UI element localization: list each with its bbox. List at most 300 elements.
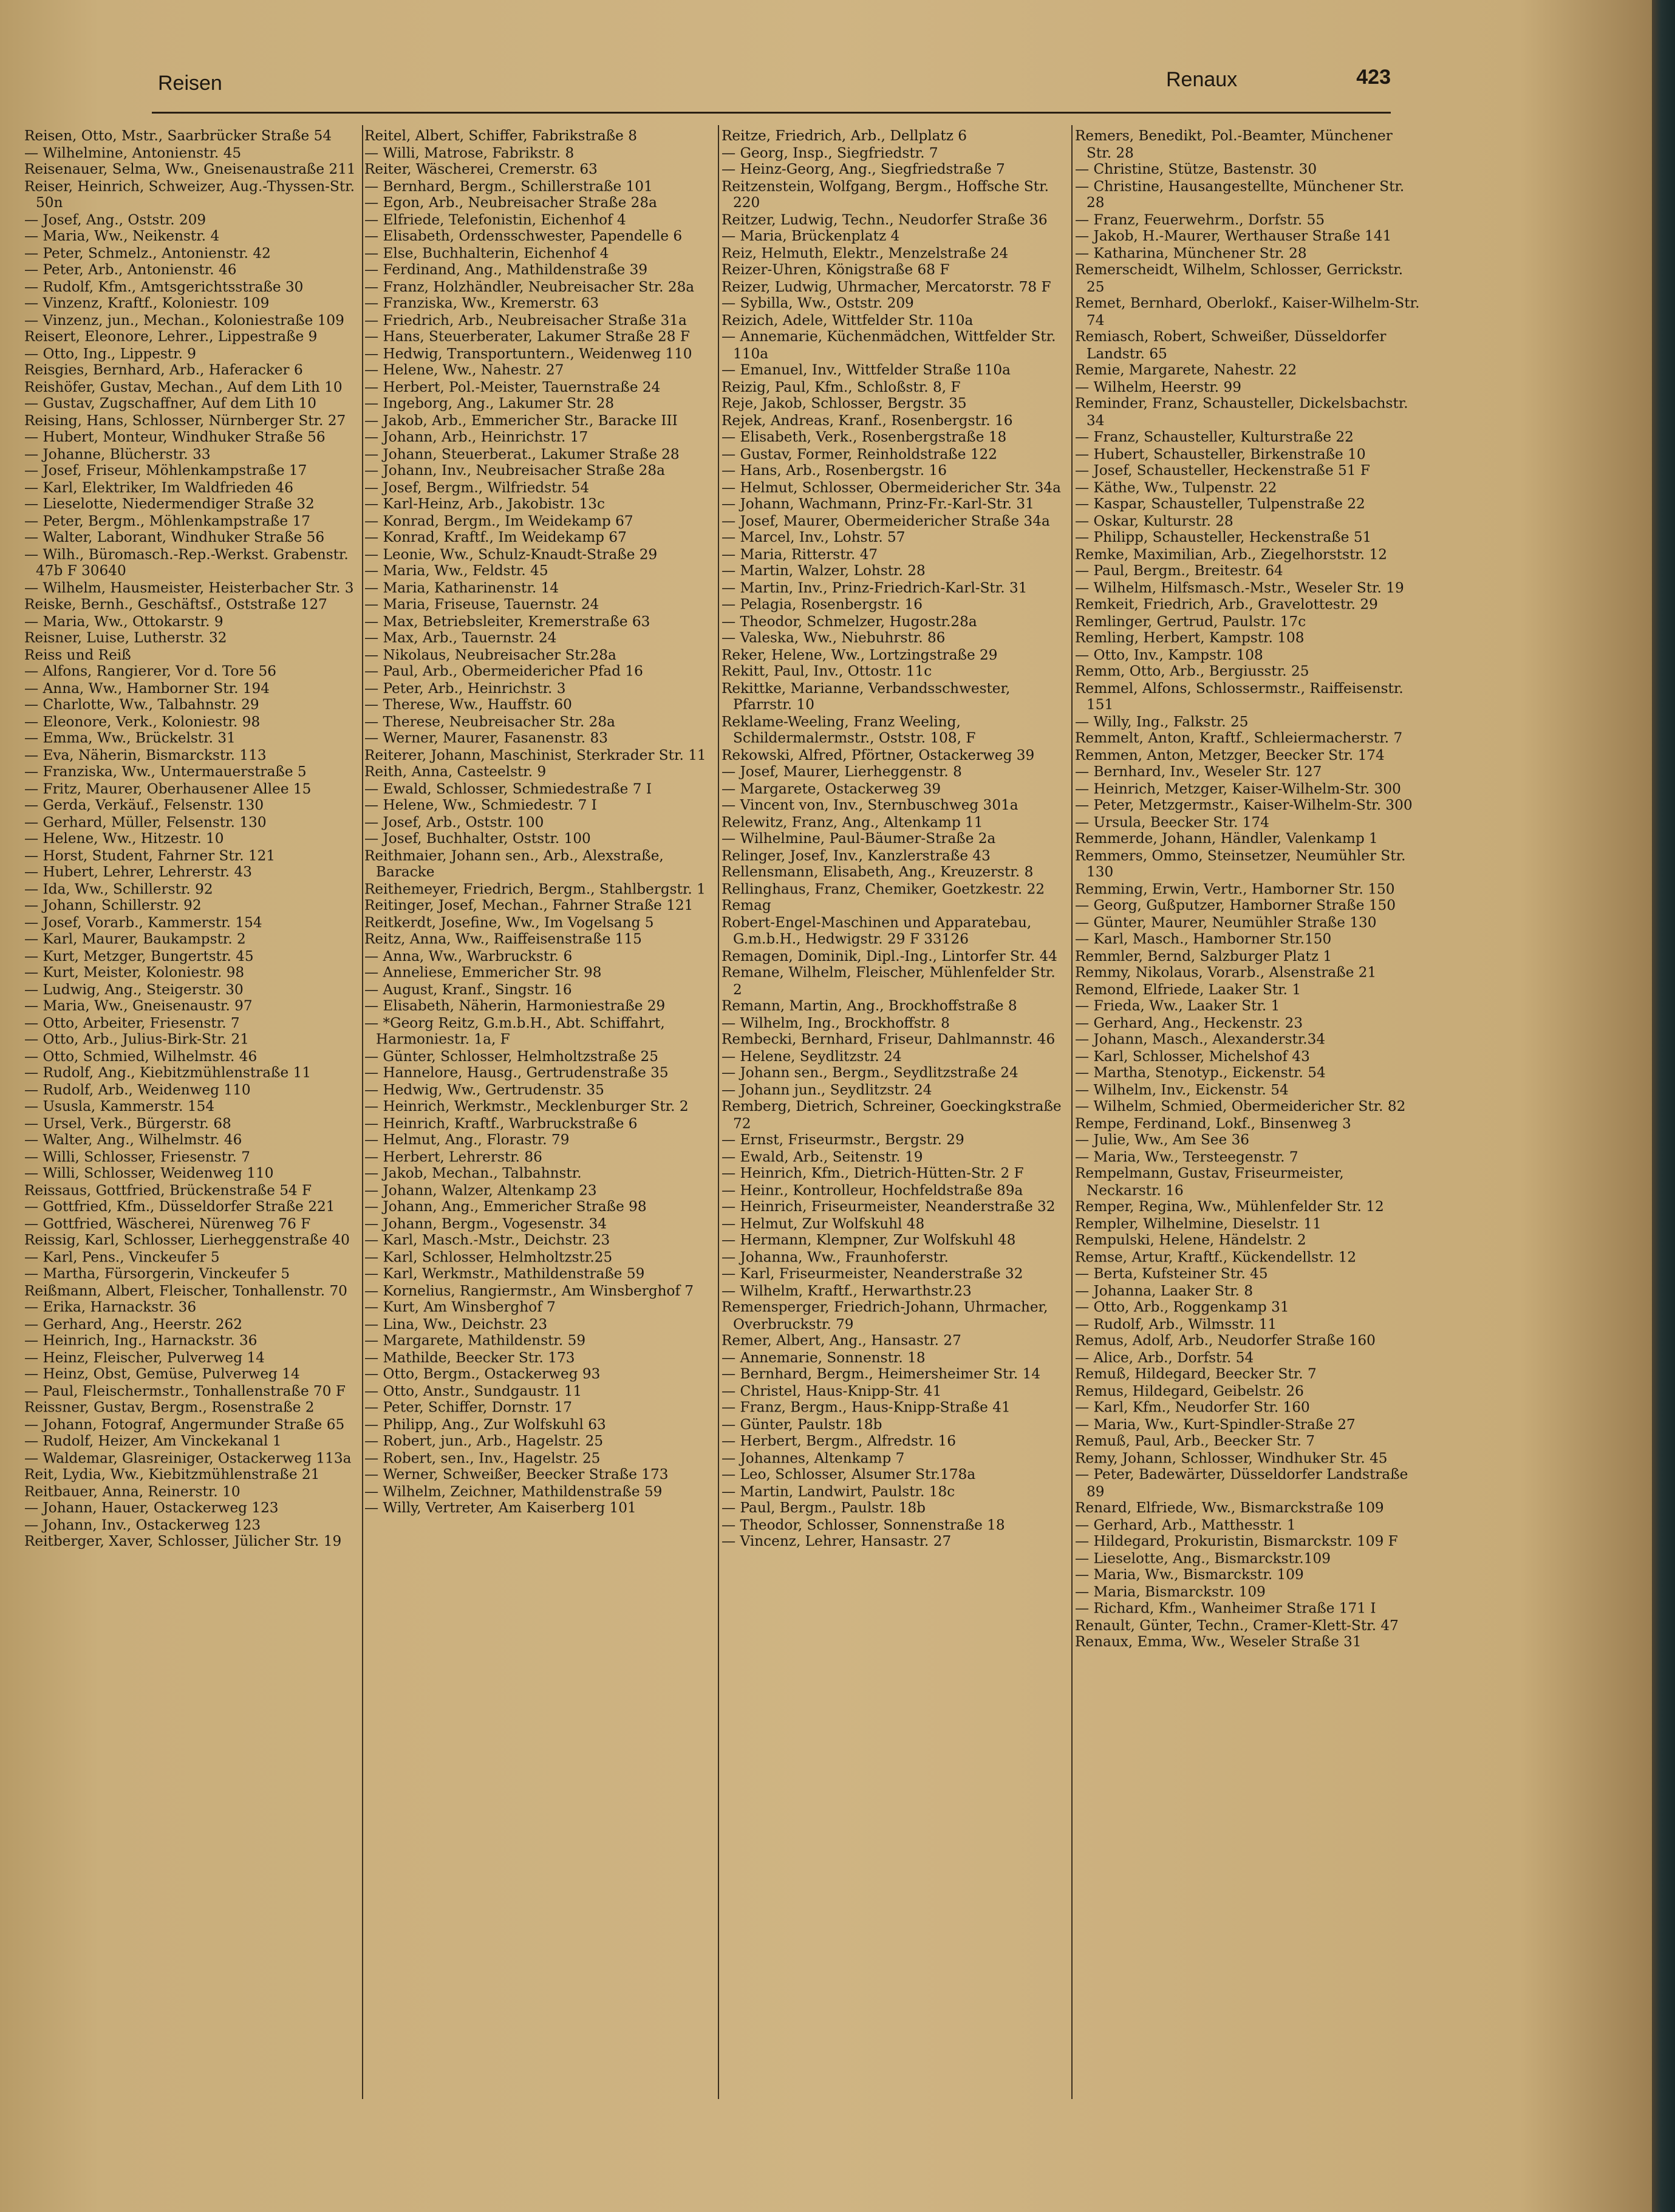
directory-entry: — Wilhelm, Zeichner, Mathildenstraße 59 — [364, 1483, 663, 1500]
directory-entry: — Gerhard, Ang., Heckenstr. 23 — [1075, 1014, 1303, 1031]
directory-entry: — Willi, Schlosser, Friesenstr. 7 — [24, 1148, 250, 1165]
directory-entry: — Wilh., Büromasch.-Rep.-Werkst. Grabenstr. 47b F 30640 — [24, 545, 349, 579]
directory-entry: — Hubert, Monteur, Windhuker Straße 56 — [24, 428, 326, 445]
directory-entry: — Else, Buchhalterin, Eichenhof 4 — [364, 244, 609, 261]
directory-entry: — Johann, Wachmann, Prinz-Fr.-Karl-Str. 31 — [722, 496, 1034, 512]
directory-entry: — Wilhelmine, Paul-Bäumer-Straße 2a — [722, 830, 996, 847]
directory-entry: — Anna, Ww., Warbruckstr. 6 — [364, 947, 573, 964]
column-divider — [718, 125, 719, 2099]
directory-entry: — Hannelore, Hausg., Gertrudenstraße 35 — [364, 1064, 669, 1081]
directory-entry: — Lieselotte, Niedermendiger Straße 32 — [24, 496, 315, 512]
directory-entry: — Günter, Maurer, Neumühler Straße 130 — [1075, 913, 1377, 930]
directory-entry: — Elisabeth, Verk., Rosenbergstraße 18 — [722, 428, 1007, 445]
directory-entry: — Egon, Arb., Neubreisacher Straße 28a — [364, 194, 657, 211]
directory-entry: — Martin, Landwirt, Paulstr. 18c — [722, 1483, 955, 1500]
directory-entry: — Otto, Schmied, Wilhelmstr. 46 — [24, 1048, 258, 1064]
directory-entry: — Josef, Vorarb., Kammerstr. 154 — [24, 913, 262, 930]
directory-entry: — Wilhelm, Hausmeister, Heisterbacher Str. 3 — [24, 579, 354, 596]
directory-entry: Reje, Jakob, Schlosser, Bergstr. 35 — [722, 395, 967, 412]
directory-entry: — Josef, Maurer, Obermeidericher Straße 34a — [722, 512, 1050, 529]
directory-entry: — Elisabeth, Ordensschwester, Papendelle 6 — [364, 228, 683, 244]
directory-entry: Remmel, Alfons, Schlossermstr., Raiffeisenstr. 151 — [1075, 680, 1404, 713]
directory-entry: — Helene, Ww., Nahestr. 27 — [364, 361, 564, 378]
directory-entry: — Gerhard, Ang., Heerstr. 262 — [24, 1316, 242, 1332]
directory-entry: — Paul, Bergm., Breitestr. 64 — [1075, 562, 1283, 579]
directory-entry: Reitbauer, Anna, Reinerstr. 10 — [24, 1483, 241, 1500]
directory-entry: Remensperger, Friedrich-Johann, Uhrmacher, Overbruckstr. 79 — [722, 1299, 1048, 1332]
directory-entry: — Hans, Steuerberater, Lakumer Straße 28 F — [364, 328, 690, 345]
directory-entry: Remse, Artur, Kraftf., Kückendellstr. 12 — [1075, 1248, 1357, 1265]
directory-entry: — Marcel, Inv., Lohstr. 57 — [722, 529, 906, 545]
directory-entry: — Lieselotte, Ang., Bismarckstr.109 — [1075, 1549, 1331, 1566]
directory-entry: — Willi, Matrose, Fabrikstr. 8 — [364, 144, 575, 161]
directory-entry: — Philipp, Ang., Zur Wolfskuhl 63 — [364, 1416, 606, 1432]
directory-entry: — *Georg Reitz, G.m.b.H., Abt. Schiffahrt, Harmoniestr. 1a, F — [364, 1014, 665, 1048]
directory-entry: — Otto, Arbeiter, Friesenstr. 7 — [24, 1014, 240, 1031]
directory-entry: Relinger, Josef, Inv., Kanzlerstraße 43 — [722, 847, 991, 864]
directory-entry: — Ursel, Verk., Bürgerstr. 68 — [24, 1115, 231, 1132]
directory-entry: — Hedwig, Transportuntern., Weidenweg 110 — [364, 345, 692, 361]
directory-entry: — Frieda, Ww., Laaker Str. 1 — [1075, 997, 1280, 1014]
directory-entry: Renaux, Emma, Ww., Weseler Straße 31 — [1075, 1633, 1362, 1650]
directory-entry: — Heinrich, Ing., Harnackstr. 36 — [24, 1332, 258, 1349]
directory-entry: — Theodor, Schmelzer, Hugostr.28a — [722, 612, 977, 629]
directory-entry: — Mathilde, Beecker Str. 173 — [364, 1349, 575, 1365]
directory-entry: Reiz, Helmuth, Elektr., Menzelstraße 24 — [722, 244, 1009, 261]
directory-entry: — Walter, Ang., Wilhelmstr. 46 — [24, 1132, 242, 1148]
directory-entry: — Karl, Schlosser, Michelshof 43 — [1075, 1048, 1310, 1064]
directory-entry: Reizich, Adele, Wittfelder Str. 110a — [722, 312, 974, 328]
directory-entry: — Johann, Masch., Alexanderstr.34 — [1075, 1031, 1326, 1048]
directory-entry: — Heinrich, Werkmstr., Mecklenburger Str. 2 — [364, 1097, 689, 1115]
directory-entry: Rempler, Wilhelmine, Dieselstr. 11 — [1075, 1215, 1322, 1232]
directory-entry: — Helene, Seydlitzstr. 24 — [722, 1048, 902, 1064]
directory-entry: — Werner, Schweißer, Beecker Straße 173 — [364, 1466, 669, 1483]
directory-entry: — Karl, Friseurmeister, Neanderstraße 32 — [722, 1265, 1023, 1282]
directory-entry: — Ida, Ww., Schillerstr. 92 — [24, 880, 213, 897]
directory-entry: Remberg, Dietrich, Schreiner, Goeckingkstraße 72 — [722, 1097, 1062, 1132]
directory-entry: Reisgies, Bernhard, Arb., Haferacker 6 — [24, 361, 303, 378]
directory-entry: — Willy, Vertreter, Am Kaiserberg 101 — [364, 1500, 636, 1516]
directory-entry: Remm, Otto, Arb., Bergiusstr. 25 — [1075, 663, 1309, 680]
directory-entry: — Hans, Arb., Rosenbergstr. 16 — [722, 462, 947, 479]
directory-entry: Reiser, Heinrich, Schweizer, Aug.-Thyssen-Str. 50n — [24, 177, 355, 211]
directory-entry: — Walter, Laborant, Windhuker Straße 56 — [24, 529, 325, 545]
directory-entry: — Julie, Ww., Am See 36 — [1075, 1132, 1250, 1148]
directory-entry: — Johann, Inv., Ostackerweg 123 — [24, 1516, 261, 1533]
directory-entry: Reissner, Gustav, Bergm., Rosenstraße 2 — [24, 1399, 315, 1416]
directory-entry: — Christine, Stütze, Bastenstr. 30 — [1075, 161, 1317, 177]
directory-entry: — Franziska, Ww., Untermauerstraße 5 — [24, 763, 307, 780]
directory-entry: Remming, Erwin, Vertr., Hamborner Str. 150 — [1075, 880, 1395, 897]
directory-entry: — Martha, Fürsorgerin, Vinckeufer 5 — [24, 1265, 290, 1282]
directory-entry: — Vincenz, Lehrer, Hansastr. 27 — [722, 1533, 952, 1549]
page-number: 423 — [1356, 66, 1391, 89]
directory-entry: — Ludwig, Ang., Steigerstr. 30 — [24, 981, 244, 997]
directory-entry: Remus, Hildegard, Geibelstr. 26 — [1075, 1382, 1304, 1399]
directory-entry: — Johann, Inv., Neubreisacher Straße 28a — [364, 462, 665, 479]
directory-entry: — Johann sen., Bergm., Seydlitzstraße 24 — [722, 1064, 1018, 1081]
directory-entry: — Karl, Werkmstr., Mathildenstraße 59 — [364, 1265, 645, 1282]
directory-entry: Remus, Adolf, Arb., Neudorfer Straße 160 — [1075, 1332, 1376, 1349]
header-last-entry: Renaux — [1166, 68, 1238, 91]
directory-entry: — Charlotte, Ww., Talbahnstr. 29 — [24, 696, 259, 713]
directory-entry: — Willi, Schlosser, Weidenweg 110 — [24, 1165, 274, 1181]
directory-entry: — Maria, Ww., Gneisenaustr. 97 — [24, 997, 253, 1014]
directory-entry: — Elisabeth, Näherin, Harmoniestraße 29 — [364, 997, 666, 1014]
directory-entry: — August, Kranf., Singstr. 16 — [364, 981, 572, 997]
directory-entry: — Martha, Stenotyp., Eickenstr. 54 — [1075, 1064, 1326, 1081]
directory-entry: — Josef, Arb., Oststr. 100 — [364, 813, 544, 830]
directory-entry: Robert-Engel-Maschinen und Apparatebau, G.m.b.H., Hedwigstr. 29 F 33126 — [722, 913, 1032, 947]
directory-entry: — Peter, Arb., Antonienstr. 46 — [24, 261, 237, 278]
directory-entry: — Philipp, Schausteller, Heckenstraße 51 — [1075, 529, 1372, 545]
directory-entry: — Leo, Schlosser, Alsumer Str.178a — [722, 1466, 976, 1483]
directory-entry: — Georg, Insp., Siegfriedstr. 7 — [722, 144, 938, 161]
directory-entry: — Helmut, Schlosser, Obermeidericher Str. 34a — [722, 479, 1061, 496]
directory-entry: — Vinzenz, jun., Mechan., Koloniestraße 109 — [24, 312, 344, 328]
directory-entry: Remond, Elfriede, Laaker Str. 1 — [1075, 981, 1301, 997]
directory-entry: Reminder, Franz, Schausteller, Dickelsbachstr. 34 — [1075, 395, 1408, 428]
directory-entry: Rekitt, Paul, Inv., Ottostr. 11c — [722, 663, 932, 680]
directory-entry: — Peter, Metzgermstr., Kaiser-Wilhelm-Str. 300 — [1075, 797, 1413, 813]
directory-entry: — Helmut, Ang., Florastr. 79 — [364, 1132, 570, 1148]
directory-entry: — Rudolf, Ang., Kiebitzmühlenstraße 11 — [24, 1064, 312, 1081]
directory-entry: Reitkerdt, Josefine, Ww., Im Vogelsang 5 — [364, 913, 654, 930]
directory-entry: — Johann, Fotograf, Angermunder Straße 65 — [24, 1416, 345, 1432]
directory-entry: — Bernhard, Bergm., Heimersheimer Str. 14 — [722, 1365, 1041, 1382]
directory-entry: — Eva, Näherin, Bismarckstr. 113 — [24, 746, 267, 763]
directory-entry: — Emanuel, Inv., Wittfelder Straße 110a — [722, 361, 1011, 378]
column-1 — [24, 128, 370, 1550]
directory-entry: — Johann, Hauer, Ostackerweg 123 — [24, 1500, 279, 1516]
directory-entry: — Günter, Schlosser, Helmholtzstraße 25 — [364, 1048, 658, 1064]
directory-entry: Reizer-Uhren, Königstraße 68 F — [722, 261, 950, 278]
directory-entry: — Lina, Ww., Deichstr. 23 — [364, 1316, 548, 1332]
directory-entry: Reiss und Reiß — [24, 646, 131, 663]
directory-entry: — Wilhelm, Inv., Eickenstr. 54 — [1075, 1081, 1289, 1097]
directory-entry: — Heinrich, Metzger, Kaiser-Wilhelm-Str. 300 — [1075, 780, 1401, 797]
directory-entry: — Karl, Pens., Vinckeufer 5 — [24, 1248, 220, 1265]
directory-entry: Remers, Benedikt, Pol.-Beamter, Münchener Str. 28 — [1075, 128, 1393, 161]
directory-entry: — Josef, Buchhalter, Oststr. 100 — [364, 830, 591, 847]
directory-entry: — Annemarie, Sonnenstr. 18 — [722, 1349, 926, 1365]
directory-entry: Reising, Hans, Schlosser, Nürnberger Str. 27 — [24, 412, 346, 428]
column-4 — [1075, 128, 1421, 1650]
directory-entry: — Margarete, Ostackerweg 39 — [722, 780, 941, 797]
directory-entry: — Ingeborg, Ang., Lakumer Str. 28 — [364, 395, 615, 412]
directory-entry: — Ernst, Friseurmstr., Bergstr. 29 — [722, 1132, 964, 1148]
directory-entry: — Heinz, Obst, Gemüse, Pulverweg 14 — [24, 1365, 300, 1382]
directory-entry: — Christel, Haus-Knipp-Str. 41 — [722, 1382, 942, 1399]
directory-entry: — Peter, Schmelz., Antonienstr. 42 — [24, 244, 271, 261]
directory-entry: Remkeit, Friedrich, Arb., Gravelottestr. 29 — [1075, 596, 1378, 612]
directory-entry: — Helene, Ww., Hitzestr. 10 — [24, 830, 224, 847]
directory-entry: — Franz, Schausteller, Kulturstraße 22 — [1075, 428, 1354, 445]
directory-entry: — Wilhelm, Hilfsmasch.-Mstr., Weseler Str. 19 — [1075, 579, 1404, 596]
directory-entry: — Gustav, Zugschaffner, Auf dem Lith 10 — [24, 395, 316, 412]
directory-entry: — Wilhelm, Kraftf., Herwarthstr.23 — [722, 1282, 972, 1299]
directory-entry: — Jakob, Arb., Emmericher Str., Baracke III — [364, 412, 678, 428]
directory-entry: — Heinrich, Kfm., Dietrich-Hütten-Str. 2 F — [722, 1165, 1024, 1181]
directory-entry: — Johanne, Blücherstr. 33 — [24, 445, 211, 462]
directory-entry: Rempe, Ferdinand, Lokf., Binsenweg 3 — [1075, 1115, 1351, 1132]
directory-entry: — Kaspar, Schausteller, Tulpenstraße 22 — [1075, 496, 1365, 512]
directory-entry: — Kurt, Metzger, Bungertstr. 45 — [24, 947, 254, 964]
directory-entry: — Wilhelm, Ing., Brockhoffstr. 8 — [722, 1014, 950, 1031]
directory-entry: — Josef, Ang., Oststr. 209 — [24, 211, 206, 228]
directory-entry: — Kurt, Meister, Koloniestr. 98 — [24, 964, 245, 981]
header-rule — [152, 112, 1391, 114]
directory-entry: Reizer, Ludwig, Uhrmacher, Mercatorstr. 78 F — [722, 278, 1051, 295]
directory-entry: — Maria, Friseuse, Tauernstr. 24 — [364, 596, 599, 612]
directory-entry: — Max, Arb., Tauernstr. 24 — [364, 629, 557, 646]
directory-entry: — Franz, Bergm., Haus-Knipp-Straße 41 — [722, 1399, 1011, 1416]
directory-entry: — Berta, Kufsteiner Str. 45 — [1075, 1265, 1268, 1282]
directory-entry: Remmler, Bernd, Salzburger Platz 1 — [1075, 947, 1332, 964]
column-2 — [364, 128, 711, 1517]
directory-entry: — Otto, Bergm., Ostackerweg 93 — [364, 1365, 601, 1382]
directory-entry: — Willy, Ing., Falkstr. 25 — [1075, 713, 1249, 729]
directory-entry: — Werner, Maurer, Fasanenstr. 83 — [364, 729, 608, 746]
directory-entry: — Johann, Schillerstr. 92 — [24, 897, 202, 913]
directory-entry: Remerscheidt, Wilhelm, Schlosser, Gerrickstr. 25 — [1075, 261, 1404, 295]
directory-entry: Reit, Lydia, Ww., Kiebitzmühlenstraße 21 — [24, 1466, 320, 1483]
directory-entry: — Oskar, Kulturstr. 28 — [1075, 512, 1233, 529]
directory-entry: — Herbert, Pol.-Meister, Tauernstraße 24 — [364, 378, 661, 395]
directory-entry: Remmers, Ommo, Steinsetzer, Neumühler Str. 130 — [1075, 847, 1406, 880]
directory-entry: Reisert, Eleonore, Lehrer., Lippestraße 9 — [24, 328, 318, 345]
directory-entry: — Ferdinand, Ang., Mathildenstraße 39 — [364, 261, 648, 278]
directory-entry: — Karl-Heinz, Arb., Jakobistr. 13c — [364, 496, 605, 512]
directory-entry: — Gottfried, Kfm., Düsseldorfer Straße 221 — [24, 1198, 335, 1215]
directory-entry: Remmen, Anton, Metzger, Beecker Str. 174 — [1075, 746, 1385, 763]
directory-entry: — Maria, Ww., Neikenstr. 4 — [24, 228, 220, 244]
directory-entry: — Johann, Walzer, Altenkamp 23 — [364, 1181, 597, 1198]
directory-entry: — Rudolf, Heizer, Am Vinckekanal 1 — [24, 1432, 282, 1449]
directory-entry: — Rudolf, Arb., Wilmsstr. 11 — [1075, 1316, 1277, 1332]
directory-entry: Remling, Herbert, Kampstr. 108 — [1075, 629, 1305, 646]
directory-entry: Rejek, Andreas, Kranf., Rosenbergstr. 16 — [722, 412, 1013, 428]
directory-entry: Reitzer, Ludwig, Techn., Neudorfer Straße 36 — [722, 211, 1048, 228]
directory-entry: Remet, Bernhard, Oberlokf., Kaiser-Wilhelm-Str. 74 — [1075, 295, 1420, 328]
directory-entry: — Bernhard, Bergm., Schillerstraße 101 — [364, 177, 653, 194]
directory-entry: — Heinz-Georg, Ang., Siegfriedstraße 7 — [722, 161, 1005, 177]
directory-entry: — Josef, Schausteller, Heckenstraße 51 F — [1075, 462, 1370, 479]
directory-entry: Reißmann, Albert, Fleischer, Tonhallenstr. 70 — [24, 1282, 347, 1299]
directory-entry: — Konrad, Bergm., Im Weidekamp 67 — [364, 512, 633, 529]
directory-entry: — Alfons, Rangierer, Vor d. Tore 56 — [24, 663, 277, 680]
directory-entry: — Vincent von, Inv., Sternbuschweg 301a — [722, 797, 1018, 813]
directory-entry: — Käthe, Ww., Tulpenstr. 22 — [1075, 479, 1277, 496]
directory-entry: Rellinghaus, Franz, Chemiker, Goetzkestr. 22 — [722, 880, 1045, 897]
directory-entry: — Martin, Inv., Prinz-Friedrich-Karl-Str. 31 — [722, 579, 1028, 596]
directory-entry: — Richard, Kfm., Wanheimer Straße 171 I — [1075, 1600, 1376, 1616]
directory-entry: — Ewald, Schlosser, Schmiedestraße 7 I — [364, 780, 652, 797]
directory-entry: — Johann, Arb., Heinrichstr. 17 — [364, 428, 588, 445]
directory-entry: — Annemarie, Küchenmädchen, Wittfelder Str. 110a — [722, 328, 1056, 361]
directory-entry: — Leonie, Ww., Schulz-Knaudt-Straße 29 — [364, 545, 658, 562]
directory-entry: Remke, Maximilian, Arb., Ziegelhorststr. 12 — [1075, 545, 1388, 562]
directory-entry: — Karl, Masch.-Mstr., Deichstr. 23 — [364, 1232, 610, 1248]
directory-entry: Reiter, Wäscherei, Cremerstr. 63 — [364, 161, 598, 177]
directory-entry: — Paul, Arb., Obermeidericher Pfad 16 — [364, 663, 643, 680]
directory-entry: — Gottfried, Wäscherei, Nürenweg 76 F — [24, 1215, 311, 1232]
directory-entry: — Paul, Fleischermstr., Tonhallenstraße 70 F — [24, 1382, 346, 1399]
directory-entry: — Hubert, Lehrer, Lehrerstr. 43 — [24, 864, 253, 880]
directory-entry: — Wilhelm, Heerstr. 99 — [1075, 378, 1242, 395]
directory-entry: Renard, Elfriede, Ww., Bismarckstraße 109 — [1075, 1500, 1384, 1516]
directory-entry: — Waldemar, Glasreiniger, Ostackerweg 113a — [24, 1449, 352, 1466]
directory-entry: Relewitz, Franz, Ang., Altenkamp 11 — [722, 813, 983, 830]
directory-entry: Reiterer, Johann, Maschinist, Sterkrader Str. 11 — [364, 746, 706, 763]
directory-entry: — Fritz, Maurer, Oberhausener Allee 15 — [24, 780, 312, 797]
directory-entry: — Herbert, Bergm., Alfredstr. 16 — [722, 1432, 956, 1449]
directory-entry: Rekittke, Marianne, Verbandsschwester, Pfarrstr. 10 — [722, 680, 1011, 713]
directory-entry: — Josef, Friseur, Möhlenkampstraße 17 — [24, 462, 307, 479]
directory-entry: — Maria, Ww., Tersteegenstr. 7 — [1075, 1148, 1298, 1165]
directory-entry: Remlinger, Gertrud, Paulstr. 17c — [1075, 612, 1306, 629]
directory-entry: — Maria, Ww., Bismarckstr. 109 — [1075, 1566, 1304, 1583]
directory-entry: — Horst, Student, Fahrner Str. 121 — [24, 847, 276, 864]
directory-entry: Remmy, Nikolaus, Vorarb., Alsenstraße 21 — [1075, 964, 1377, 981]
directory-entry: Remie, Margarete, Nahestr. 22 — [1075, 361, 1297, 378]
directory-entry: — Katharina, Münchener Str. 28 — [1075, 244, 1307, 261]
directory-entry: Remann, Martin, Ang., Brockhoffstraße 8 — [722, 997, 1017, 1014]
directory-entry: Remmelt, Anton, Kraftf., Schleiermacherstr. 7 — [1075, 729, 1403, 746]
directory-entry: — Hubert, Schausteller, Birkenstraße 10 — [1075, 445, 1366, 462]
directory-entry: — Robert, sen., Inv., Hagelstr. 25 — [364, 1449, 601, 1466]
directory-entry: — Johann, Steuerberat., Lakumer Straße 28 — [364, 445, 680, 462]
directory-entry: Reisen, Otto, Mstr., Saarbrücker Straße 54 — [24, 128, 332, 144]
directory-entry: — Karl, Schlosser, Helmholtzstr.25 — [364, 1248, 613, 1265]
directory-entry: — Hermann, Klempner, Zur Wolfskuhl 48 — [722, 1232, 1016, 1248]
directory-entry: — Nikolaus, Neubreisacher Str.28a — [364, 646, 616, 663]
directory-entry: — Helmut, Zur Wolfskuhl 48 — [722, 1215, 925, 1232]
directory-entry: — Peter, Badewärter, Düsseldorfer Landstraße 89 — [1075, 1466, 1408, 1500]
directory-entry: — Jakob, Mechan., Talbahnstr. — [364, 1165, 582, 1181]
directory-entry: — Kurt, Am Winsberghof 7 — [364, 1299, 556, 1316]
directory-entry: — Peter, Bergm., Möhlenkampstraße 17 — [24, 512, 310, 529]
directory-entry: — Gustav, Former, Reinholdstraße 122 — [722, 445, 998, 462]
directory-entry: — Emma, Ww., Brückelstr. 31 — [24, 729, 236, 746]
directory-entry: Renault, Günter, Techn., Cramer-Klett-Str. 47 — [1075, 1616, 1399, 1633]
directory-entry: Reisenauer, Selma, Ww., Gneisenaustraße 211 — [24, 161, 356, 177]
directory-entry: Rekowski, Alfred, Pförtner, Ostackerweg 39 — [722, 746, 1035, 763]
directory-entry: — Wilhelmine, Antonienstr. 45 — [24, 144, 242, 161]
directory-entry: — Heinr., Kontrolleur, Hochfeldstraße 89a — [722, 1181, 1023, 1198]
directory-entry: Reitzenstein, Wolfgang, Bergm., Hoffsche Str. 220 — [722, 177, 1049, 211]
directory-entry: — Maria, Ww., Feldstr. 45 — [364, 562, 548, 579]
directory-entry: — Martin, Walzer, Lohstr. 28 — [722, 562, 926, 579]
directory-entry: — Otto, Ing., Lippestr. 9 — [24, 345, 197, 361]
directory-entry: — Peter, Schiffer, Dornstr. 17 — [364, 1399, 572, 1416]
directory-entry: Remagen, Dominik, Dipl.-Ing., Lintorfer Str. 44 — [722, 947, 1057, 964]
directory-entry: Reithmaier, Johann sen., Arb., Alexstraße, Baracke — [364, 847, 664, 880]
running-head — [152, 61, 1391, 103]
directory-entry: — Karl, Elektriker, Im Waldfrieden 46 — [24, 479, 293, 496]
directory-entry: Remag — [722, 897, 771, 913]
directory-entry: Rembecki, Bernhard, Friseur, Dahlmannstr. 46 — [722, 1031, 1056, 1048]
directory-entry: — Therese, Ww., Hauffstr. 60 — [364, 696, 572, 713]
directory-entry: — Christine, Hausangestellte, Münchener Str. 28 — [1075, 177, 1405, 211]
directory-entry: — Josef, Bergm., Wilfriedstr. 54 — [364, 479, 590, 496]
directory-entry: — Herbert, Lehrerstr. 86 — [364, 1148, 542, 1165]
directory-entry: Remuß, Hildegard, Beecker Str. 7 — [1075, 1365, 1317, 1382]
directory-entry: — Heinrich, Friseurmeister, Neanderstraße 32 — [722, 1198, 1056, 1215]
directory-entry: — Pelagia, Rosenbergstr. 16 — [722, 596, 923, 612]
directory-entry: — Therese, Neubreisacher Str. 28a — [364, 713, 615, 729]
directory-entry: — Ususla, Kammerstr. 154 — [24, 1097, 215, 1115]
directory-entry: Reishöfer, Gustav, Mechan., Auf dem Lith 10 — [24, 378, 343, 395]
directory-entry: — Maria, Ww., Kurt-Spindler-Straße 27 — [1075, 1416, 1356, 1432]
directory-entry: — Anneliese, Emmericher Str. 98 — [364, 964, 602, 981]
directory-entry: — Gerda, Verkäuf., Felsenstr. 130 — [24, 797, 264, 813]
directory-entry: — Rudolf, Arb., Weidenweg 110 — [24, 1081, 251, 1097]
directory-entry: — Otto, Inv., Kampstr. 108 — [1075, 646, 1263, 663]
directory-entry: — Maria, Katharinenstr. 14 — [364, 579, 559, 596]
directory-entry: Rempelmann, Gustav, Friseurmeister, Neckarstr. 16 — [1075, 1165, 1344, 1198]
directory-entry: Reitberger, Xaver, Schlosser, Jülicher Str. 19 — [24, 1533, 342, 1549]
directory-entry: Reker, Helene, Ww., Lortzingstraße 29 — [722, 646, 998, 663]
directory-entry: — Helene, Ww., Schmiedestr. 7 I — [364, 797, 597, 813]
directory-entry: — Vinzenz, Kraftf., Koloniestr. 109 — [24, 295, 270, 312]
directory-entry: — Karl, Kfm., Neudorfer Str. 160 — [1075, 1399, 1310, 1416]
directory-entry: — Kornelius, Rangiermstr., Am Winsberghof 7 — [364, 1282, 694, 1299]
directory-entry: — Paul, Bergm., Paulstr. 18b — [722, 1500, 926, 1516]
directory-entry: — Alice, Arb., Dorfstr. 54 — [1075, 1349, 1254, 1365]
directory-entry: — Karl, Masch., Hamborner Str.150 — [1075, 930, 1332, 947]
directory-entry: — Ursula, Beecker Str. 174 — [1075, 813, 1270, 830]
directory-entry: — Johanna, Ww., Fraunhoferstr. — [722, 1248, 949, 1265]
directory-entry: Rellensmann, Elisabeth, Ang., Kreuzerstr. 8 — [722, 864, 1034, 880]
directory-entry: Reitel, Albert, Schiffer, Fabrikstraße 8 — [364, 128, 637, 144]
directory-entry: — Valeska, Ww., Niebuhrstr. 86 — [722, 629, 946, 646]
column-3 — [722, 128, 1068, 1550]
directory-entry: Reitze, Friedrich, Arb., Dellplatz 6 — [722, 128, 967, 144]
directory-entry: — Heinz, Fleischer, Pulverweg 14 — [24, 1349, 265, 1365]
directory-entry: Remiasch, Robert, Schweißer, Düsseldorfer Landstr. 65 — [1075, 328, 1387, 361]
directory-entry: — Gerhard, Müller, Felsenstr. 130 — [24, 813, 267, 830]
directory-entry: — Bernhard, Inv., Weseler Str. 127 — [1075, 763, 1322, 780]
directory-entry: — Sybilla, Ww., Oststr. 209 — [722, 295, 914, 312]
directory-entry: — Franz, Feuerwehrm., Dorfstr. 55 — [1075, 211, 1325, 228]
directory-entry: — Anna, Ww., Hamborner Str. 194 — [24, 680, 270, 696]
directory-entry: — Franziska, Ww., Kremerstr. 63 — [364, 295, 599, 312]
directory-entry: Remy, Johann, Schlosser, Windhuker Str. 45 — [1075, 1449, 1388, 1466]
directory-entry: — Hildegard, Prokuristin, Bismarckstr. 109 F — [1075, 1533, 1398, 1549]
directory-entry: — Robert, jun., Arb., Hagelstr. 25 — [364, 1432, 604, 1449]
directory-entry: Reiske, Bernh., Geschäftsf., Oststraße 127 — [24, 596, 327, 612]
directory-entry: Remuß, Paul, Arb., Beecker Str. 7 — [1075, 1432, 1315, 1449]
directory-entry: Reitz, Anna, Ww., Raiffeisenstraße 115 — [364, 930, 642, 947]
directory-entry: Remer, Albert, Ang., Hansastr. 27 — [722, 1332, 961, 1349]
directory-entry: Remper, Regina, Ww., Mühlenfelder Str. 12 — [1075, 1198, 1384, 1215]
directory-entry: — Gerhard, Arb., Matthesstr. 1 — [1075, 1516, 1296, 1533]
directory-entry: Remmerde, Johann, Händler, Valenkamp 1 — [1075, 830, 1378, 847]
directory-entry: — Josef, Maurer, Lierheggenstr. 8 — [722, 763, 962, 780]
header-first-entry: Reisen — [158, 72, 222, 95]
directory-entry: — Otto, Anstr., Sundgaustr. 11 — [364, 1382, 582, 1399]
directory-entry: — Johannes, Altenkamp 7 — [722, 1449, 905, 1466]
directory-entry: — Johann jun., Seydlitzstr. 24 — [722, 1081, 932, 1097]
directory-entry: — Maria, Ritterstr. 47 — [722, 545, 878, 562]
directory-entry: Reithemeyer, Friedrich, Bergm., Stahlbergstr. 1 — [364, 880, 706, 897]
directory-entry: — Theodor, Schlosser, Sonnenstraße 18 — [722, 1516, 1005, 1533]
directory-entry: Reklame-Weeling, Franz Weeling, Schildermalermstr., Oststr. 108, F — [722, 713, 976, 746]
directory-entry: — Franz, Holzhändler, Neubreisacher Str. 28a — [364, 278, 695, 295]
directory-entry: Remane, Wilhelm, Fleischer, Mühlenfelder Str. 2 — [722, 964, 1056, 997]
